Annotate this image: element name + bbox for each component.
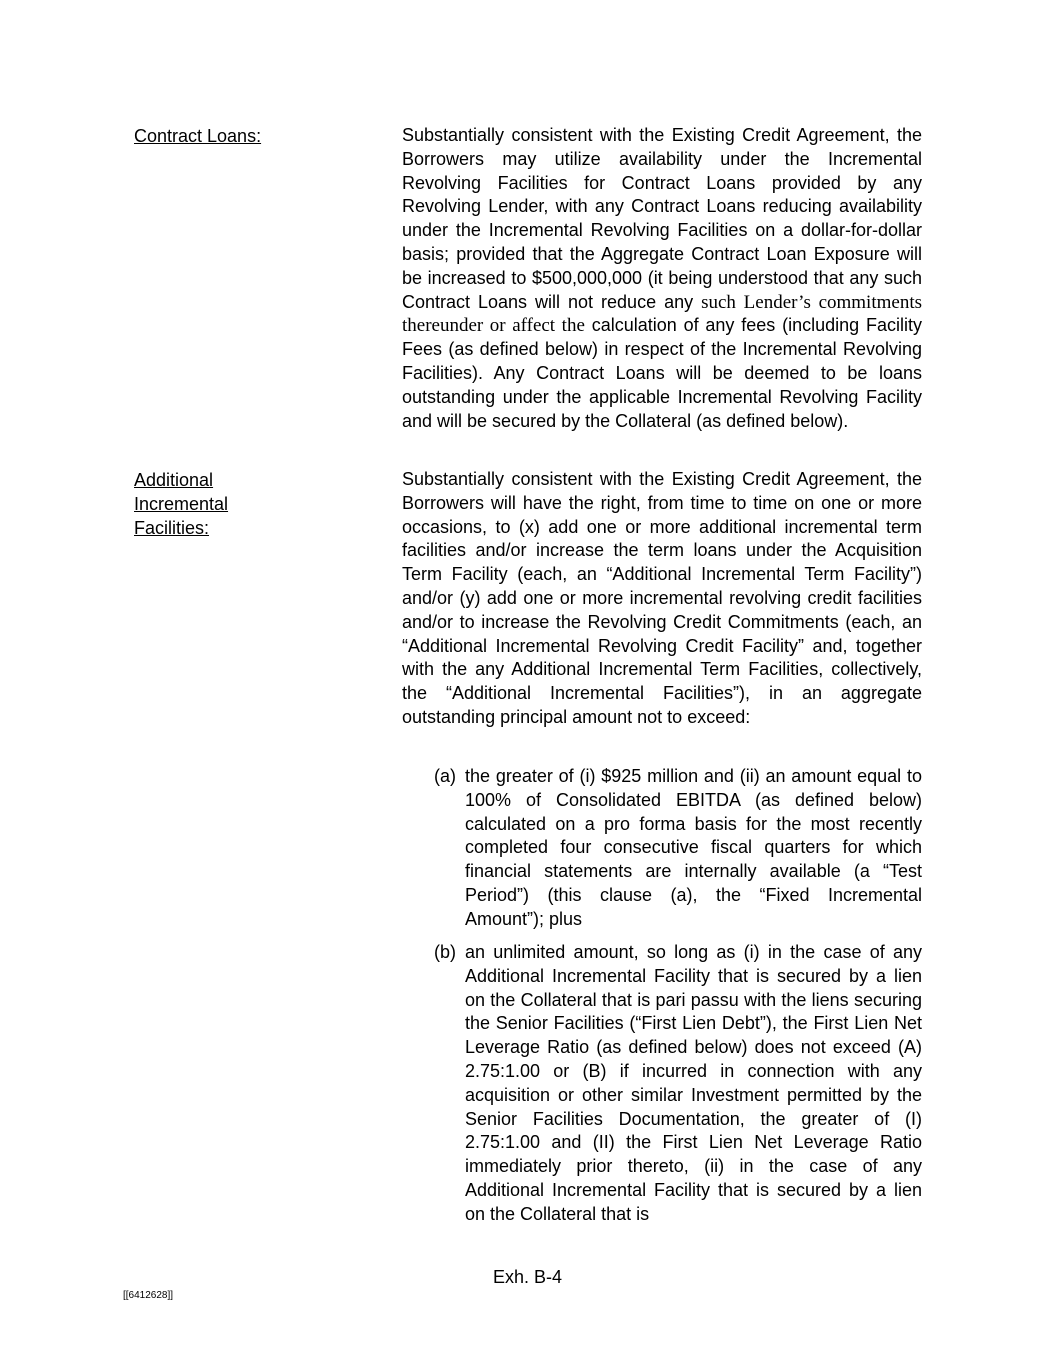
contract-loans-text-part1: Substantially consistent with the Existing Credit Agreement, the Borrowers may utilize availability under the Incremental Revolving Facilities for Contract Loans provided by any Revolving Lender, with any Contract Loans reducing availability under the Incremental Revolving Facilities on a dollar-for-dollar basis; provided that the Aggregate Contract Loan Exposure will be increased to $500,000,000 (it being understood that any such Contract Loans will not reduce any (402, 125, 922, 312)
clause-a (434, 765, 922, 932)
clause-a-text: the greater of (i) $925 million and (ii) an amount equal to 100% of Consolidated EBITDA (as defined below) calculated on a pro forma basis for the most recently completed four consecutive fiscal quarters for which financial statements are internally available (a “Test Period”) (this clause (a), the “Fixed Incremental Amount”); plus (465, 766, 922, 929)
contract-loans-paragraph (402, 124, 922, 433)
clause-b-label: (b) (434, 942, 456, 962)
page-label: Exh. B-4 (492, 1267, 563, 1287)
term-additional-incremental: Additional Incremental Facilities: (134, 470, 229, 538)
clause-a-label: (a) (434, 766, 456, 786)
term-contract-loans: Contract Loans: (134, 126, 262, 146)
contract-loans-text-part2: such Lender’s commitments thereunder or affect the (402, 291, 923, 337)
clause-b-text: an unlimited amount, so long as (i) in the case of any Additional Incremental Facility that is secured by a lien on the Collateral that is pari passu with the liens securing the Senior Facilities (“First Lien Debt”), the First Lien Net Leverage Ratio (as defined below) does not exceed (A) 2.75:1.00 or (B) if incurred in connection with any acquisition or other similar Investment permitted by the Senior Facilities Documentation, the greater of (I) 2.75:1.00 and (II) the First Lien Net Leverage Ratio immediately prior thereto, (ii) in the case of any Additional Incremental Facility that is secured by a lien on the Collateral that is (465, 942, 922, 1224)
clause-b (434, 941, 922, 1227)
document-id: [[6412628]] (123, 1290, 174, 1301)
contract-loans-text-part3: calculation of any fees (including Facility Fees (as defined below) in respect of the Incremental Revolving Facilities). Any Contract Loans will be deemed to be loans outstanding under the applicable Incremental Revolving Facility and will be secured by the Collateral (as defined below). (402, 315, 922, 431)
additional-incremental-paragraph: Substantially consistent with the Existing Credit Agreement, the Borrowers will have the right, from time to time on one or more occasions, to (x) add one or more additional incremental term facilities and/or increase the term loans under the Acquisition Term Facility (each, an “Additional Incremental Term Facility”) and/or (y) add one or more incremental revolving credit facilities and/or to increase the Revolving Credit Commitments (each, an “Additional Incremental Revolving Credit Facility” and, together with the any Additional Incremental Term Facilities, collectively, the “Additional Incremental Facilities”), in an aggregate outstanding principal amount not to exceed: (402, 469, 922, 727)
